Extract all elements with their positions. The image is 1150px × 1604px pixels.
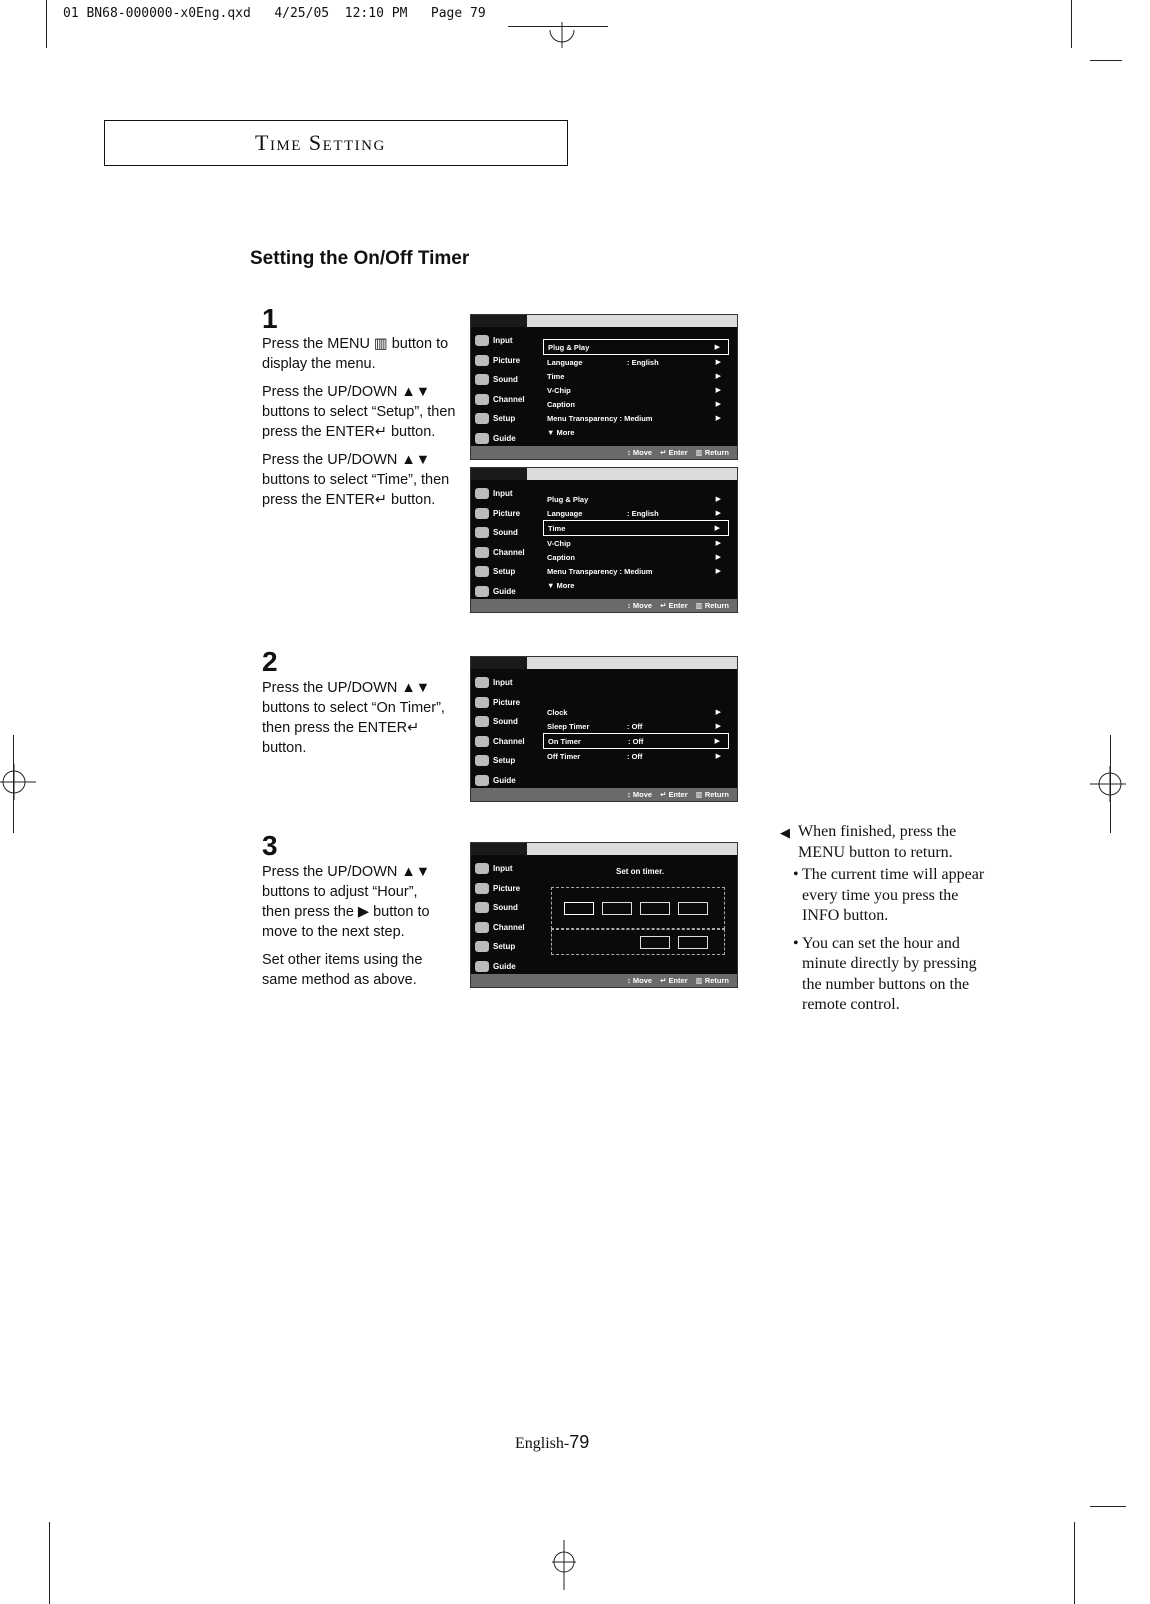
registration-mark-left [0,764,36,800]
tv-topbar [471,843,737,855]
tv-bottom-bar: ↕ Move ↵ Enter ▥ Return [471,599,737,612]
tv-item-menu-transparency: Menu Transparency : Medium ▶ [547,413,721,423]
setup-icon [475,566,489,577]
picture-icon [475,508,489,519]
tv-side-sound: Sound [471,712,541,732]
tv-side-picture: Picture [471,504,541,524]
tv-item-on-timer: On Timer : Off ▶ [543,733,729,749]
step-3-text [262,862,448,998]
slug-file: 01 BN68-000000-x0Eng.qxd [63,6,251,21]
tv-timer-activate-field [678,902,708,915]
tv-screen-time-menu [470,656,738,802]
tv-item-language: Language : English ▶ [547,508,721,518]
sound-icon [475,374,489,385]
side-note [780,822,995,1023]
channel-icon [475,736,489,747]
note-lead [780,822,995,863]
tv-screen-set-on-timer [470,842,738,988]
tv-sidebar [471,484,541,601]
picture-icon [475,355,489,366]
tv-menu-items [543,492,729,592]
tv-side-input: Input [471,331,541,351]
page-number: 79 [569,1432,590,1452]
channel-icon [475,922,489,933]
input-icon [475,335,489,346]
crop-mark-right-top [1071,0,1072,48]
tv-item-more: ▼ More [547,427,575,437]
section-title: Time Setting [255,130,386,155]
tv-bottom-bar: ↕ Move ↵ Enter ▥ Return [471,446,737,459]
registration-mark-top [547,22,577,48]
picture-icon [475,883,489,894]
tv-sidebar [471,859,541,976]
tv-item-menu-transparency: Menu Transparency : Medium ▶ [547,566,721,576]
tv-item-caption: Caption ▶ [547,552,721,562]
tv-screen-setup-menu-1 [470,314,738,460]
step-2-para-1: Press the UP/DOWN ▲▼ buttons to select “On Timer”, then press the ENTER↵ button. [262,680,445,756]
tv-bottom-bar: ↕ Move ↵ Enter ▥ Return [471,788,737,801]
channel-icon [475,394,489,405]
picture-icon [475,697,489,708]
guide-icon [475,775,489,786]
tv-timer-ampm-field [640,902,670,915]
tv-topbar [471,657,737,669]
tv-timer-volume-field [678,936,708,949]
step-1-para-1: Press the MENU ▥ button to display the menu. [262,336,449,372]
tv-timer-hour-field [564,902,594,915]
note-bullet-2: • You can set the hour and minute directly by pressing the number buttons on the remote control. [802,934,995,1016]
tv-item-caption: Caption ▶ [547,399,721,409]
tv-side-guide: Guide [471,582,541,602]
sound-icon [475,527,489,538]
tv-side-guide: Guide [471,957,541,977]
input-icon [475,863,489,874]
step-2-text [262,678,458,766]
tv-side-picture: Picture [471,351,541,371]
page-footer [515,1432,589,1453]
setup-icon [475,755,489,766]
tv-item-vchip: V-Chip ▶ [547,385,721,395]
tv-side-sound: Sound [471,370,541,390]
input-icon [475,488,489,499]
slug-page: Page 79 [430,6,486,21]
tv-item-vchip: V-Chip ▶ [547,538,721,548]
tv-timer-fields-row-1 [551,887,725,929]
step-3-para-2: Set other items using the same method as above. [262,952,423,988]
tv-side-picture: Picture [471,693,541,713]
tv-side-setup: Setup [471,751,541,771]
channel-icon [475,547,489,558]
note-lead-text: When finished, press the MENU button to return. [798,823,957,861]
crop-mark-right-bottom [1074,1522,1075,1604]
tv-screen-setup-menu-2 [470,467,738,613]
tv-item-sleep-timer: Sleep Timer : Off ▶ [547,721,721,731]
tv-side-sound: Sound [471,523,541,543]
tv-timer-minute-field [602,902,632,915]
tv-item-language: Language : English ▶ [547,357,721,367]
tv-side-setup: Setup [471,409,541,429]
tv-side-channel: Channel [471,390,541,410]
tv-side-input: Input [471,859,541,879]
registration-mark-right [1090,766,1126,802]
tv-side-setup: Setup [471,562,541,582]
tv-topbar [471,315,737,327]
slug-time: 12:10 PM [344,6,408,21]
tv-sidebar [471,331,541,448]
tv-topbar [471,468,737,480]
input-icon [475,677,489,688]
tv-item-plug-play: Plug & Play ▶ [543,339,729,355]
slug-line [63,6,486,21]
tv-item-clock: Clock ▶ [547,707,721,717]
footer-language: English- [515,1435,570,1452]
note-bullet-1: • The current time will appear every time you press the INFO button. [802,865,995,927]
tv-on-timer-title: Set on timer. [615,867,664,876]
guide-icon [475,961,489,972]
tv-sidebar [471,673,541,790]
registration-mark-bottom [549,1540,579,1590]
step-1-para-2: Press the UP/DOWN ▲▼ buttons to select “Setup”, then press the ENTER↵ button. [262,384,456,440]
tv-side-channel: Channel [471,918,541,938]
tv-side-channel: Channel [471,732,541,752]
crop-mark-left-bottom [49,1522,50,1604]
tv-side-guide: Guide [471,429,541,449]
guide-icon [475,433,489,444]
tv-timer-fields-row-2 [551,929,725,955]
step-3-number: 3 [262,830,278,861]
tv-item-off-timer: Off Timer : Off ▶ [547,751,721,761]
page-subtitle: Setting the On/Off Timer [250,248,470,269]
step-3-para-1: Press the UP/DOWN ▲▼ buttons to adjust “Hour”, then press the ▶ button to move to the next step. [262,864,431,940]
tv-side-sound: Sound [471,898,541,918]
slug-date: 4/25/05 [274,6,330,21]
tv-item-time: Time ▶ [543,520,729,536]
tv-item-plug-play: Plug & Play ▶ [547,494,721,504]
tv-side-channel: Channel [471,543,541,563]
tv-timer-channel-field [640,936,670,949]
tv-side-input: Input [471,484,541,504]
step-1-number: 1 [262,303,278,334]
tv-item-time: Time ▶ [547,371,721,381]
reg-line-left [13,735,14,833]
step-1-para-3: Press the UP/DOWN ▲▼ buttons to select “Time”, then press the ENTER↵ button. [262,452,450,508]
guide-icon [475,586,489,597]
note-bullets [780,865,995,1016]
tv-side-input: Input [471,673,541,693]
step-1-text [262,334,462,518]
tv-menu-items [543,705,729,763]
sound-icon [475,902,489,913]
tv-menu-items [543,339,729,439]
step-2-number: 2 [262,646,278,677]
setup-icon [475,413,489,424]
tv-side-picture: Picture [471,879,541,899]
sound-icon [475,716,489,727]
section-title-box [104,120,568,166]
tv-item-more: ▼ More [547,580,575,590]
tv-side-guide: Guide [471,771,541,791]
setup-icon [475,941,489,952]
crop-mark-right-dash [1090,60,1122,61]
note-arrow-icon: ◀ [780,825,790,840]
reg-line-right [1110,735,1111,833]
crop-mark-right-bottom-h [1090,1506,1126,1507]
tv-side-setup: Setup [471,937,541,957]
crop-mark-left-top [46,0,47,48]
tv-bottom-bar: ↕ Move ↵ Enter ▥ Return [471,974,737,987]
